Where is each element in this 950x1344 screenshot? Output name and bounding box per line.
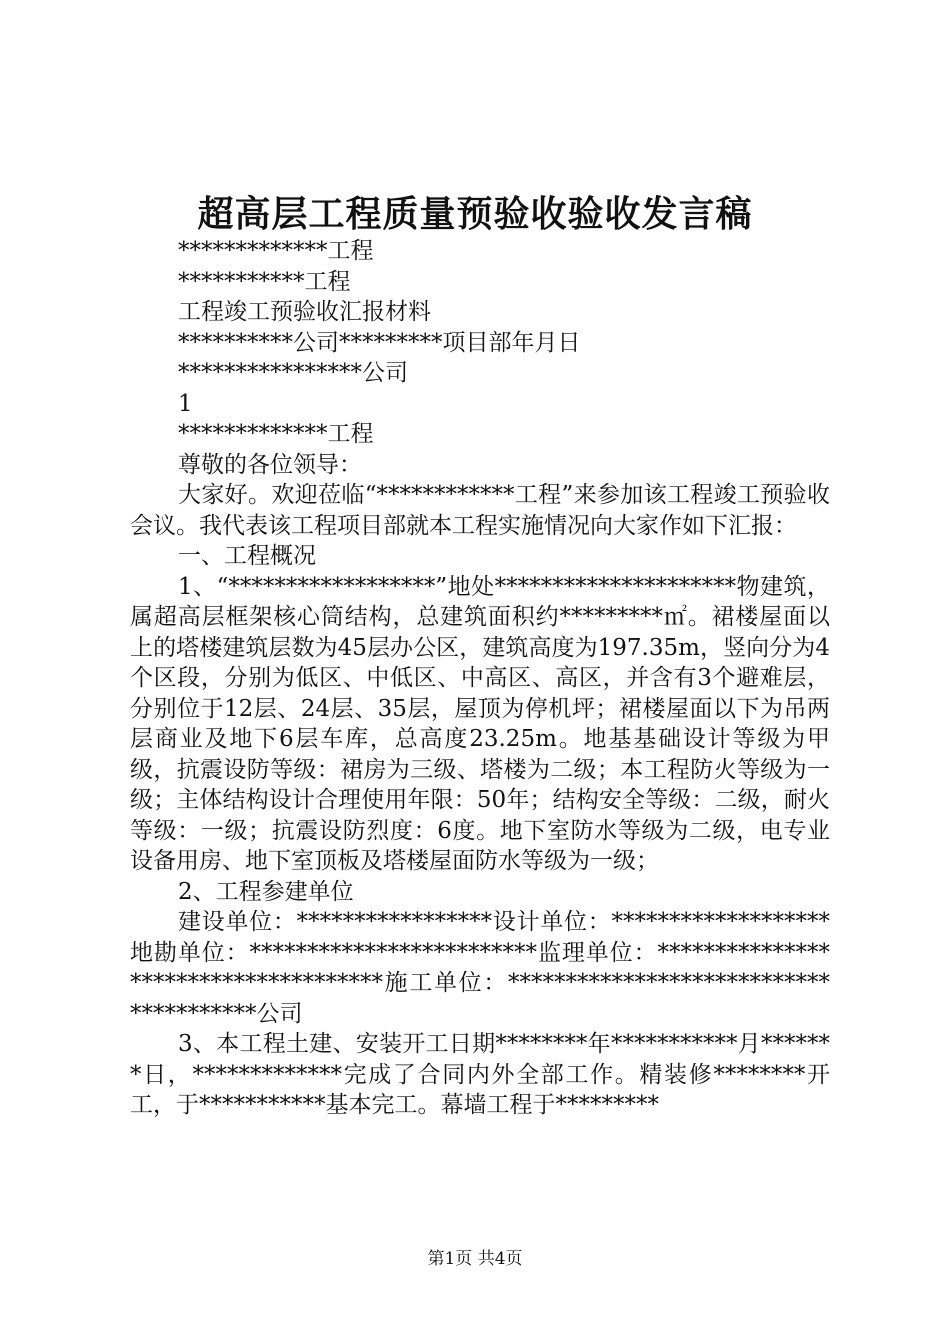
salutation: 尊敬的各位领导：	[178, 451, 362, 478]
header-line: **********公司*********项目部年月日	[178, 329, 581, 356]
header-line: ***********工程	[178, 268, 351, 295]
paragraph-schedule: 3、本工程土建、安装开工日期********年***********月*******日，*************完成了合同内外全部工作。精装修********开工，于***********基本完工。幕墙工程于*********	[130, 1031, 830, 1118]
document-body	[130, 236, 830, 1121]
paragraph-project-info: 1、“******************”地处*********************物建筑，属超高层框架核心筒结构，总建筑面积约*********㎡。裙楼屋面以上的塔楼建筑层数为45层办公区，建筑高度为197.35m，竖向分为4个区段，分别为低区、中低区、中高区、高区，并含有3个避难层，分别位于12层、24层、35层，屋顶为停机坪；裙楼屋面以下为吊两层商业及地下6层车库，总高度23.25m。地基基础设计等级为甲级，抗震设防等级：裙房为三级、塔楼为二级；本工程防火等级为一级；主体结构设计合理使用年限：50年；结构安全等级：二级，耐火等级：一级；抗震设防烈度：6度。地下室防水等级为二级，电专业设备用房、地下室顶板及塔楼屋面防水等级为一级；	[130, 573, 830, 874]
header-line: 工程竣工预验收汇报材料	[178, 299, 431, 325]
page-number-line: 1	[178, 390, 193, 417]
document-title: 超高层工程质量预验收验收发言稿	[197, 193, 753, 235]
subheading-participants: 2、工程参建单位	[178, 878, 354, 905]
page-footer: 第1页 共4页	[427, 1249, 523, 1269]
header-line: *************工程	[178, 421, 374, 447]
paragraph-greeting: 大家好。欢迎莅临“************工程”来参加该工程竣工预验收会议。我代表该工程项目部就本工程实施情况向大家作如下汇报：	[130, 482, 830, 539]
header-line: *************工程	[178, 238, 374, 264]
section-heading-overview: 一、工程概况	[178, 543, 316, 569]
header-line: ****************公司	[178, 360, 408, 386]
paragraph-participants: 建设单位：*****************设计单位：*******************地勘单位：*************************监理单位：*************************************施工单位：***************************************公司	[130, 909, 830, 1027]
